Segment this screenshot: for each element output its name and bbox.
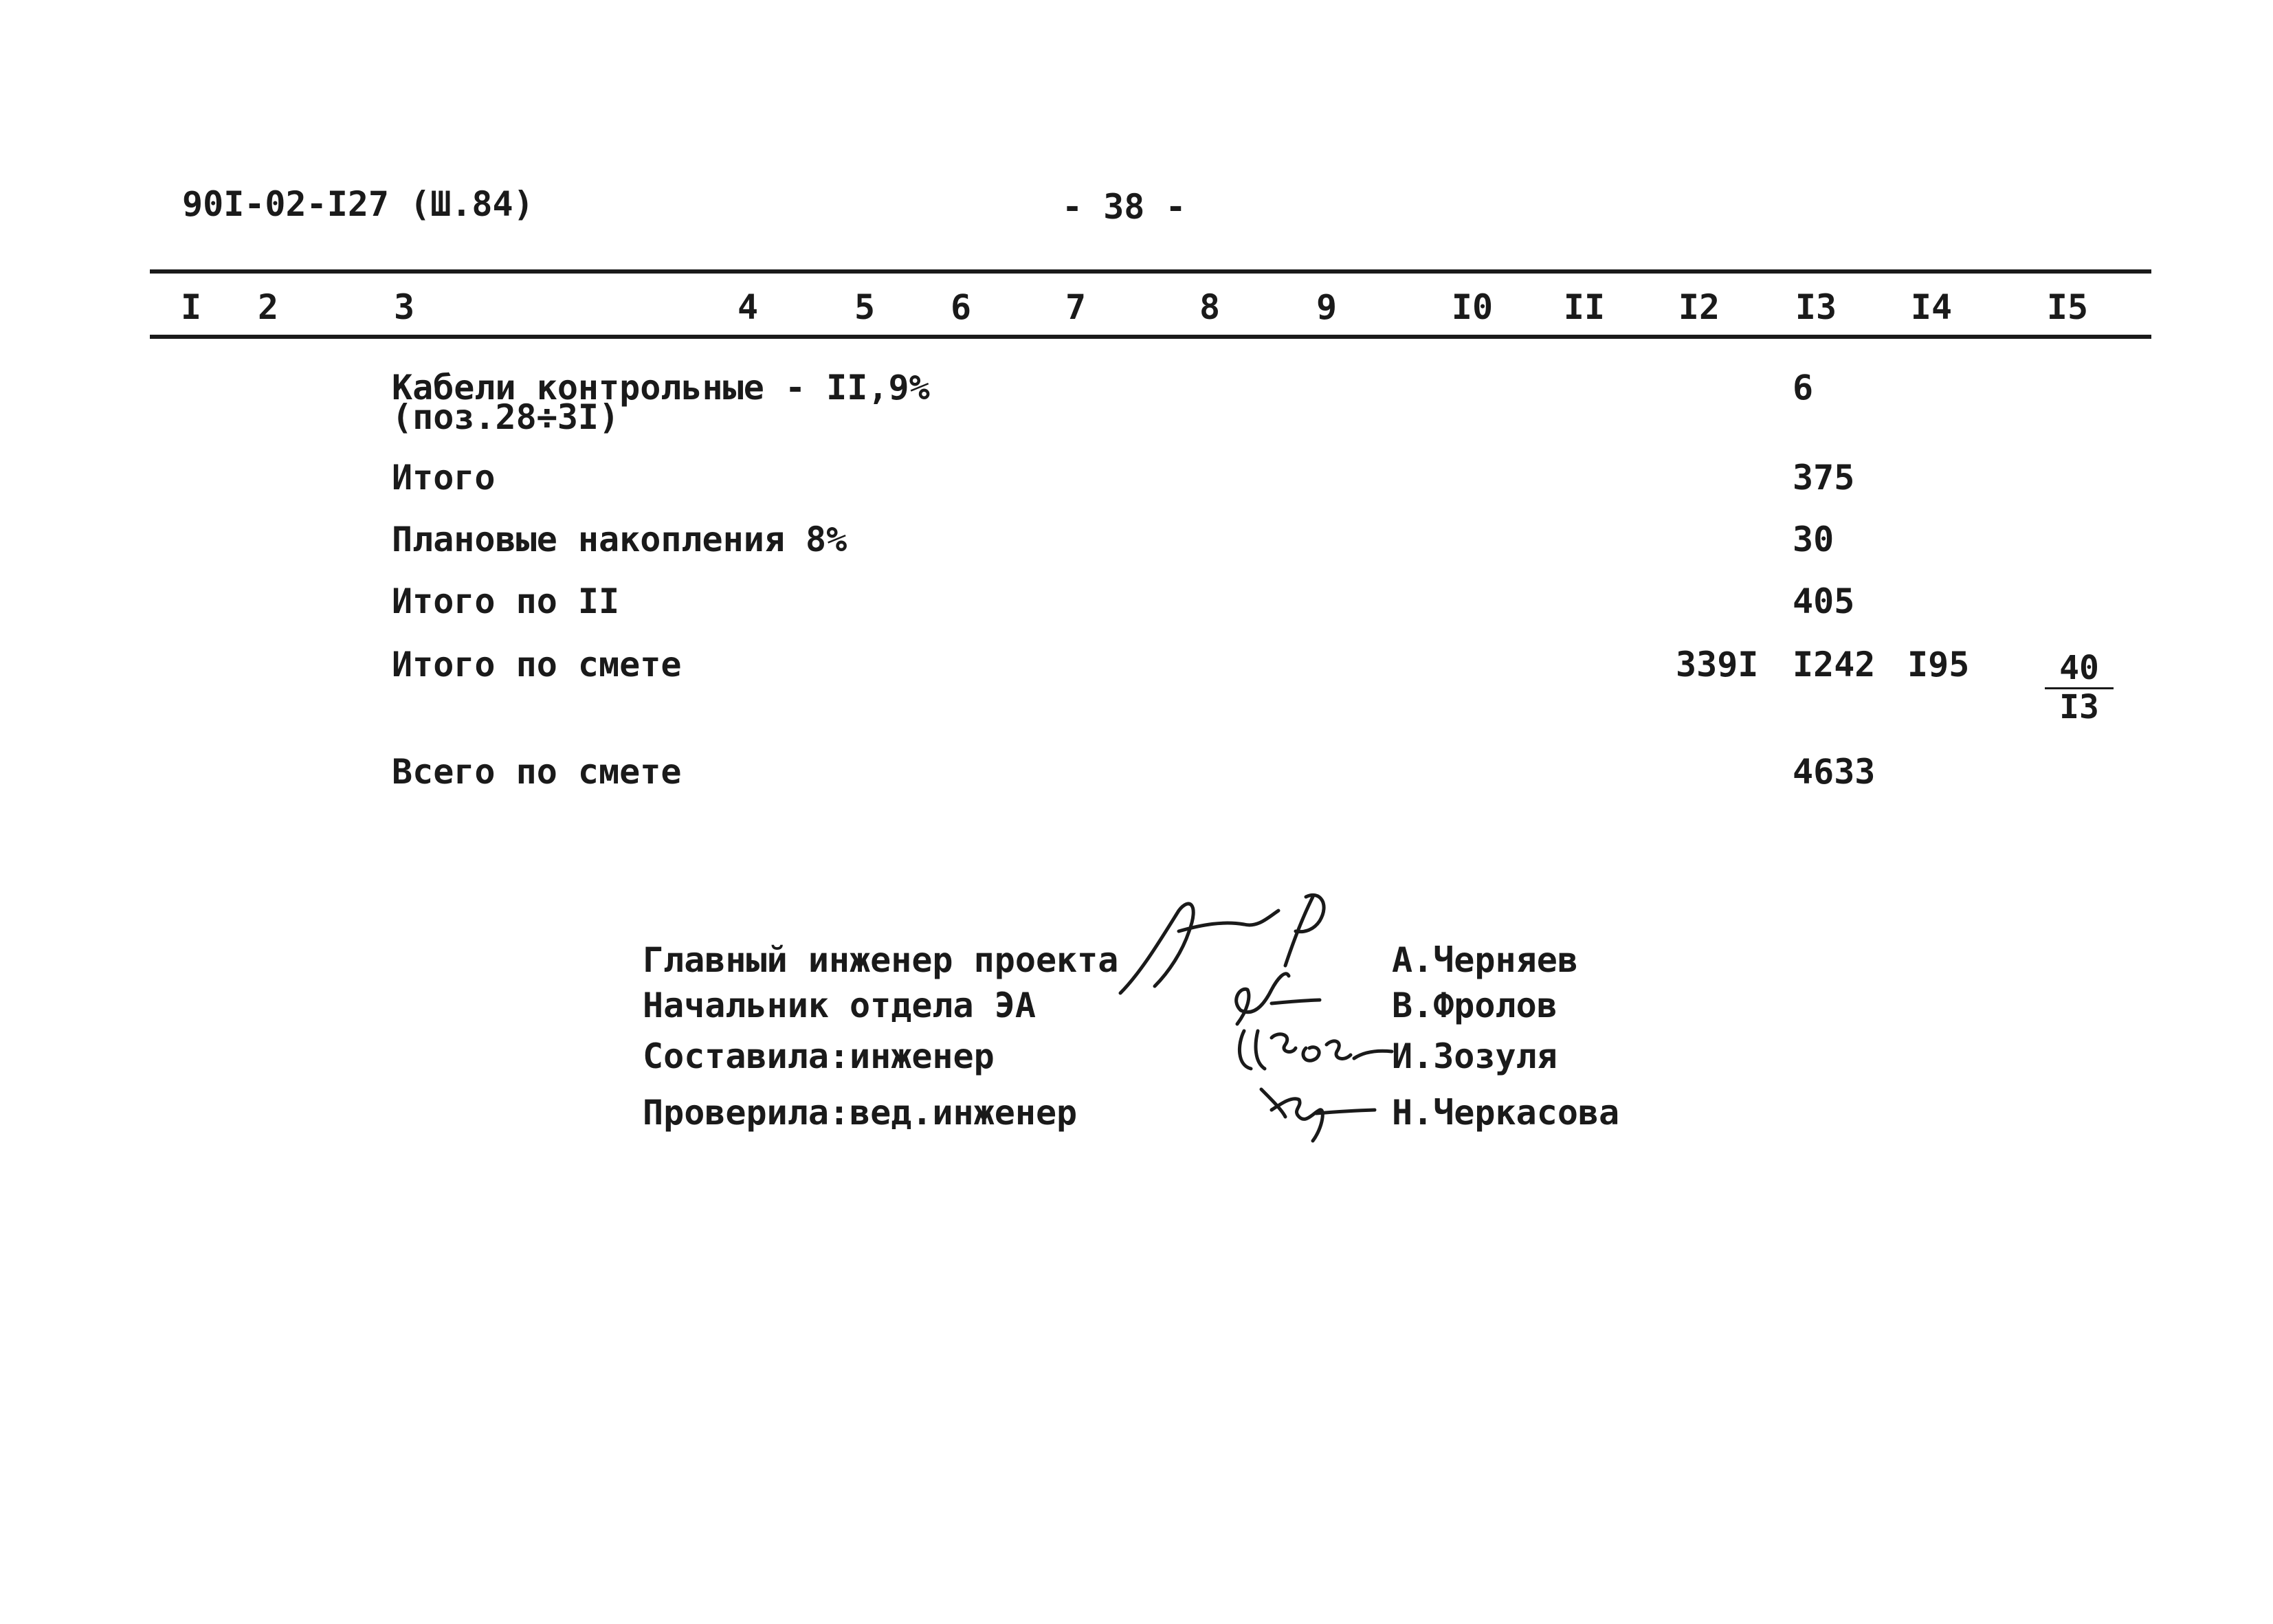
row-description: Итого	[392, 458, 496, 498]
table-top-rule	[150, 269, 2151, 274]
row-value-col12: 339I	[1676, 645, 1759, 685]
row-value-col13: I242	[1793, 645, 1876, 685]
row-description: Кабели контрольные - II,9%	[392, 368, 930, 408]
column-header-3: 3	[393, 287, 415, 327]
row-description: Итого по II	[392, 581, 620, 621]
column-header-7: 7	[1065, 287, 1087, 327]
column-header-5: 5	[854, 287, 876, 327]
column-header-10: I0	[1451, 287, 1494, 327]
signature-role-compiled-by: Составила:инженер	[643, 1036, 995, 1076]
handwritten-signature-4	[1244, 1072, 1382, 1148]
page-number: - 38 -	[1062, 187, 1186, 227]
row-value-col13: 405	[1793, 581, 1855, 621]
row-value-col13: 30	[1793, 520, 1834, 559]
row-description: Плановые накопления 8%	[392, 520, 847, 559]
row-description: Всего по смете	[392, 752, 682, 792]
column-header-8: 8	[1199, 287, 1221, 327]
signature-name-compiled-by: И.Зозуля	[1392, 1036, 1557, 1076]
signature-role-checked-by: Проверила:вед.инженер	[643, 1093, 1078, 1133]
column-header-15: I5	[2046, 287, 2089, 327]
column-header-4: 4	[737, 287, 759, 327]
document-code: 90I-02-I27 (Ш.84)	[182, 184, 534, 224]
column-header-9: 9	[1316, 287, 1338, 327]
signature-role-chief-engineer: Главный инженер проекта	[643, 940, 1119, 980]
signature-name-department-head: В.Фролов	[1392, 986, 1557, 1025]
table-header-rule	[150, 335, 2151, 339]
column-header-11: II	[1563, 287, 1606, 327]
row-description: Итого по смете	[392, 645, 682, 685]
row-value-col14: I95	[1907, 645, 1970, 685]
column-header-1: I	[180, 287, 202, 327]
fraction-numerator: 40	[2059, 649, 2099, 687]
column-header-13: I3	[1795, 287, 1837, 327]
column-header-6: 6	[950, 287, 972, 327]
fraction-denominator: I3	[2059, 688, 2099, 726]
row-value-col13: 4633	[1793, 752, 1876, 792]
column-header-12: I2	[1678, 287, 1720, 327]
column-header-14: I4	[1910, 287, 1953, 327]
handwritten-signature-3	[1230, 1017, 1395, 1079]
signature-role-department-head: Начальник отдела ЭА	[643, 986, 1036, 1025]
column-header-2: 2	[257, 287, 279, 327]
signature-name-checked-by: Н.Черкасова	[1392, 1093, 1620, 1133]
signature-name-chief-engineer: А.Черняев	[1392, 940, 1578, 980]
row-value-col15-fraction	[2045, 649, 2114, 726]
row-value-col13: 6	[1793, 368, 1814, 408]
row-value-col13: 375	[1793, 458, 1855, 498]
row-description-continued: (поз.28÷3I)	[392, 397, 620, 437]
